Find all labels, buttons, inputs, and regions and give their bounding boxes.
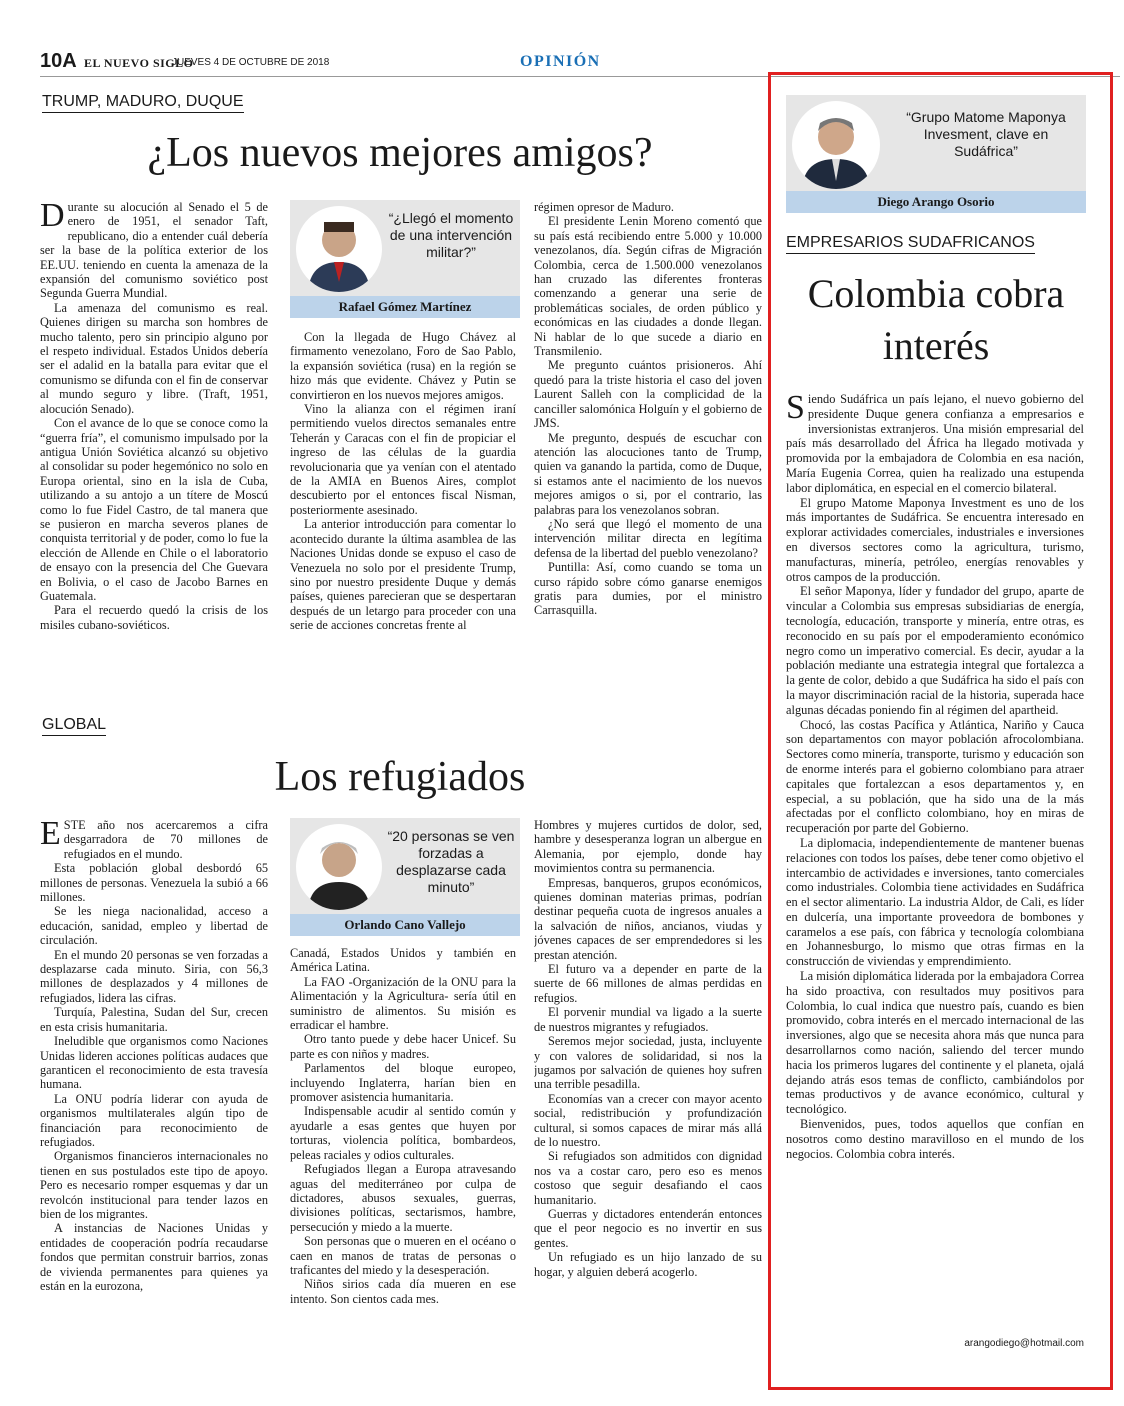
paragraph: ¿No será que llegó el momento de una intervención militar directa en legítima defensa de la libertad del pueblo venezolano? [534,516,762,560]
paragraph: Con la llegada de Hugo Chávez al firmamento venezolano, Foro de Sao Pablo, la expansión soviética (rusa) en la región se hizo más que evidente. Chávez y Putin se convirtieron en los nuevos mejores amigos. [290,330,516,402]
paragraph: La diplomacia, independientemente de mantener buenas relaciones con todos los países, debe tener como objetivo el intercambio de actividades e inversiones, tanto comerciales como industriales. Colombia tiene actividades en Sudáfrica en el sector alimentario. La industria Aldor, de Cali, es líder en dulcería, una importante proveedora de bombones y caramelos a ese país, con fábrica y tecnología colombiana en Johannesburgo, lo mismo que otras firmas en la construcción de viviendas y emprendimiento. [786,835,1084,969]
author-email[interactable]: arangodiego@hotmail.com [964,1338,1084,1349]
paragraph: Guerras y dictadores entenderán entonces que el peor negocio es no invertir en sus gentes. [534,1206,762,1250]
paragraph: ESTE año nos acercaremos a cifra desgarradora de 70 millones de refugiados en el mundo. [40,818,268,861]
paragraph: La amenaza del comunismo es real. Quienes dirigen su marcha son hombres de mucho talento, pero sin principio alguno por el respeto individual. Estados Unidos debería ser el adalid en la batalla para evitar que el comunismo se difunda con el fin de conservar al mundo seguro y libre. (Traft, 1951, alocución Senado). [40,300,268,416]
pull-quote: “20 personas se ven forzadas a desplazarse cada minuto” [387,828,515,895]
article1-title: ¿Los nuevos mejores amigos? [147,130,653,176]
drop-cap: S [786,392,805,426]
paragraph: Con el avance de lo que se conoce como la “guerra fría”, el comunismo impulsado por la antigua Unión Soviética alcanzó su objetivo al consolidar su poder hegemónico no solo en Europa oriental, sino en la isla de Cuba, utilizando a su antojo a un títere de Moscú como lo fue Fidel Castro, de tal manera que se pusieron en marcha severos planes de conquista territorial y de poder, como lo fue la elección de Allende en Chile o el laboratorio de ensayo con la presencia del Che Guevara en Bolivia, o el caso de Jacobo Barnes en Guatemala. [40,416,268,603]
paragraph: Un refugiado es un hijo lanzado de su hogar, y alguien deberá acogerlo. [534,1250,762,1279]
paragraph: Otro tanto puede y debe hacer Unicef. Su parte es con niños y madres. [290,1032,516,1061]
article1-col3 [534,200,762,690]
author-photo [296,824,382,910]
paragraph: Seremos mejor sociedad, justa, incluyente y con valores de solidaridad, si nos la jugamos por salvación de quienes hoy sufren una terrible pesadilla. [534,1034,762,1092]
article1-col2 [290,330,516,690]
paragraph: Organismos financieros internacionales no tienen en sus postulados este tipo de apoyo. Pero es necesario romper esquemas y dar un revolcón institucional para tender lazos en bien de los migrantes. [40,1149,268,1221]
paragraph: Ineludible que organismos como Naciones Unidas lideren acciones políticas audaces que garanticen el reconocimiento de esta travesía humana. [40,1034,268,1092]
drop-cap: D [40,200,65,234]
paragraph: Durante su alocución al Senado el 5 de enero de 1951, el senador Taft, republicano, dio a entender cuál debería ser la base de la política exterior de los EE.UU. teniendo en cuenta la amenaza de la expansión del comunismo soviético post Segunda Guerra Mundial. [40,200,268,301]
paragraph: Me pregunto, después de escuchar con atención las alocuciones tanto de Trump, quien va ganando la partida, como de Duque, si estamos ante el nacimiento de los nuevos mejores amigos o si, por el contrario, las palabras para los venezolanos sobran. [534,430,762,517]
paragraph: La anterior introducción para comentar lo acontecido durante la última asamblea de las Naciones Unidas donde se expuso el caso de Venezuela no solo por el presidente Trump, sino por nuestro presidente Duque y demás países, quienes parecieran que se despertaran después de un letargo para proceder con una serie de acciones concretas frente al [290,517,516,633]
article1-col1 [40,200,268,690]
article3-body [786,392,1084,1338]
article3-kicker: EMPRESARIOS SUDAFRICANOS [786,234,1035,254]
author-name: Orlando Cano Vallejo [290,914,520,936]
paragraph: Economías van a crecer con mayor acento social, redistribución y profundización cultural, si somos capaces de mirar más allá de lo nuestro. [534,1091,762,1149]
paragraph: Se les niega nacionalidad, acceso a educación, sanidad, empleo y libertad de circulación. [40,904,268,948]
author-photo [296,206,382,292]
article3-quote-box [786,95,1086,213]
paragraph: La ONU podría liderar con ayuda de organismos multilaterales algún tipo de financiación para reconocimiento de refugiados. [40,1091,268,1149]
article2-title: Los refugiados [274,754,526,800]
article2-kicker: GLOBAL [42,716,106,736]
paragraph: Parlamentos del bloque europeo, incluyendo Inglaterra, harían bien en promover asistencia humanitaria. [290,1061,516,1105]
paragraph: Refugiados llegan a Europa atravesando aguas del mediterráneo por culpa de dictadores, abusos sexuales, guerras, divisiones políticas, sectarismos, hambre, persecución y miedo a la muerte. [290,1162,516,1234]
paragraph: Turquía, Palestina, Sudan del Sur, crecen en esta crisis humanitaria. [40,1005,268,1034]
paragraph: Me pregunto cuántos prisioneros. Ahí quedó para la triste historia el caso del joven Laurent Salleh con la complicidad de la canciller salomónica Holguín y el gobierno de JMS. [534,358,762,431]
page-number: 10A [40,50,77,72]
article2-quote-box [290,818,520,936]
paragraph: Chocó, las costas Pacífica y Atlántica, Nariño y Cauca son departamentos con mayor población afrocolombiana. Sectores como minería, transporte, turismo y educación son de enorme interés para el gobierno colombiano para atraer capitales que fortalezcan a esos departamentos y, en especial, a su población, que ha sido una de la más afectadas por el conflicto colombiano, hoy en miras de recuperación por parte del Gobierno. [786,717,1084,836]
newspaper-name: EL NUEVO SIGLO [84,56,194,70]
paragraph: El presidente Lenin Moreno comentó que su país está recibiendo entre 5.000 y 10.000 venezolanos, día. Según cifras de Migración Colombia, cerca de 1.500.000 venezolanos han cruzado las diferentes fronteras comenzando a generar una serie de problemáticas sociales, de orden público y económicas en las ciudades a donde llegan. Ni hablar de lo que sucede a diario en Transmilenio. [534,214,762,359]
section-title: OPINIÓN [520,53,601,70]
article1-kicker: TRUMP, MADURO, DUQUE [42,93,244,113]
paragraph: El grupo Matome Maponya Investment es uno de los más importantes de Sudáfrica. Se encuentra interesado en explorar actividades comerciales, industriales e inversiones en diversos sectores como la agricultura, turismo, manufacturas, minería, petróleo, energías renovables y otros campos de la producción. [786,495,1084,584]
article2-col1 [40,818,268,1348]
author-name: Rafael Gómez Martínez [290,296,520,318]
paragraph: Son personas que o mueren en el océano o caen en manos de tratas de personas o traficantes del miedo y la desesperación. [290,1234,516,1277]
paragraph: Esta población global desbordó 65 millones de personas. Venezuela la subió a 66 millones. [40,861,268,905]
paragraph: Si refugiados son admitidos con dignidad nos va a costar caro, pero eso es menos costoso que seguir desafiando el caos humanitario. [534,1149,762,1207]
paragraph: Indispensable acudir al sentido común y ayudarle a esas gentes que huyen por torturas, violencia política, bombardeos, peleas raciales y odios culturales. [290,1104,516,1162]
paragraph: La misión diplomática liderada por la embajadora Correa ha sido proactiva, con resultados muy positivos para Colombia, lo cual indica que nuestro país, cuando es bien promovido, cobra interés en el mercado internacional de las inversiones, algo que se necesita ahora más que nunca para desarrollarnos como nación, saliendo del tercer mundo hacia los primeros lugares del continente y el planeta, ojalá dejando atrás esos temas de conflicto, cambiándolos por temas productivos y de avance económico, cultural y tecnológico. [786,969,1084,1117]
paragraph: Para el recuerdo quedó la crisis de los misiles cubano-soviéticos. [40,603,268,632]
drop-cap: E [40,818,61,852]
article2-col2 [290,946,516,1348]
paragraph: Canadá, Estados Unidos y también en América Latina. [290,946,516,975]
article2-col3 [534,818,762,1348]
paragraph: El futuro va a depender en parte de la suerte de 66 millones de almas perdidas en refugios. [534,962,762,1005]
author-name: Diego Arango Osorio [786,191,1086,213]
pull-quote: “¿Llegó el momento de una intervención militar?” [388,210,514,260]
paragraph: El porvenir mundial va ligado a la suerte de nuestros migrantes y refugiados. [534,1005,762,1034]
pull-quote: “Grupo Matome Maponya Invesment, clave en Sudáfrica” [906,109,1066,159]
article3-title: Colombia cobra interés [807,271,1065,368]
paragraph: El señor Maponya, líder y fundador del grupo, aparte de vincular a Colombia sus empresas subsidiarias de energía, tecnología, educación, transporte y minería, entre otras, es reconocido en su país por el empoderamiento económico negro como un imperativo comercial. Es decir, ayudar a la población mediante una estrategia integral que fortalezca a la gente de color, debido a que Sudáfrica ha sido el país con la mayor discriminación racial de la historia, superada hace algunas décadas poniendo fin al régimen del apartheid. [786,584,1084,717]
paragraph: La FAO -Organización de la ONU para la Alimentación y la Agricultura- sería útil en suministro de alimentos. Su misión es erradicar el hambre. [290,974,516,1033]
paragraph: Empresas, banqueros, grupos económicos, quienes dominan materias primas, podrían destinar pequeña cuota de ingresos anuales a la salvación de niños, ancianos, viudas y jóvenes capaces de ser emprendedores si les prestan atención. [534,875,762,962]
paragraph: En el mundo 20 personas se ven forzadas a desplazarse cada minuto. Siria, con 56,3 millones de desplazados y 4 millones de refugiados, lidera las cifras. [40,947,268,1005]
paragraph: Siendo Sudáfrica un país lejano, el nuevo gobierno del presidente Duque genera confianza a empresarios e inversionistas extranjeros. Una misión empresarial del país más desarrollado del África ha llegado motivada y promovida por la embajadora de Colombia en esa nación, María Eugenia Correa, quien ha realizado una estupenda labor diplomática, en especial en el comercio bilateral. [786,392,1084,495]
paragraph: A instancias de Naciones Unidas y entidades de cooperación podría recaudarse fondos que permitan construir barrios, zonas de vivienda permanentes para quienes ya están en la eurozona, [40,1221,268,1293]
author-photo [792,101,880,189]
paragraph: Vino la alianza con el régimen iraní permitiendo vuelos directos semanales entre Teherán y Caracas con el fin de propiciar el ingreso de las células de la guardia revolucionaria que ya venían con el atentado de la AMIA en Buenos Aires, complot descubierto por el entonces fiscal Nisman, posteriormente asesinado. [290,402,516,517]
paragraph: Hombres y mujeres curtidos de dolor, sed, hambre y desesperanza logran un albergue en Alemania, por ejemplo, donde hay movimientos contra su permanencia. [534,818,762,876]
paragraph: Puntilla: Así, como cuando se toma un curso rápido sobre cómo ganarse enemigos gratis para dumies, por el ministro Carrasquilla. [534,560,762,618]
paragraph: régimen opresor de Maduro. [534,200,675,214]
paragraph: Bienvenidos, pues, todos aquellos que confían en nosotros como destino maravilloso en el mundo de los negocios. Colombia cobra interés. [786,1117,1084,1161]
paragraph: Niños sirios cada día mueren en ese intento. Son cientos cada mes. [290,1277,516,1306]
article1-quote-box [290,200,520,318]
issue-date: JUEVES 4 DE OCTUBRE DE 2018 [172,57,330,68]
